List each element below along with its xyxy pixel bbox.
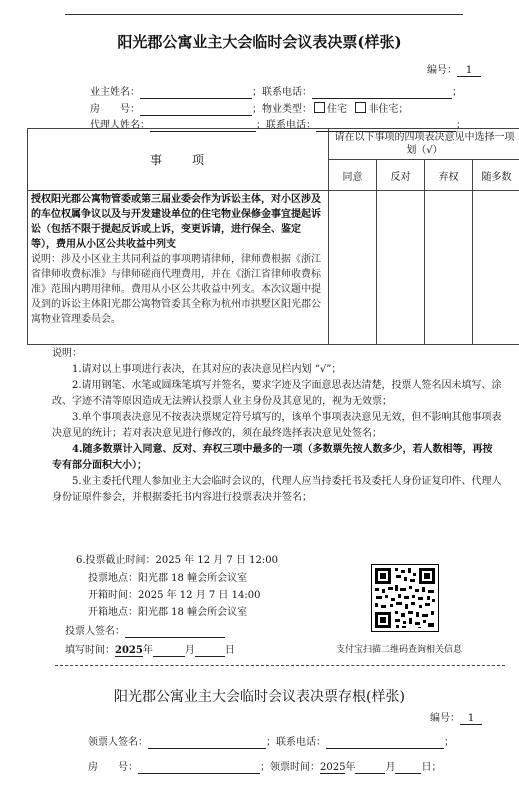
month-unit: 月 bbox=[184, 645, 195, 656]
abstain-cell[interactable] bbox=[425, 191, 473, 345]
oppose-cell[interactable] bbox=[377, 191, 425, 345]
note-item-4: 4.随多数票计入同意、反对、弃权三项中最多的一项（多数票先按人数多少，若人数相等，再按专有部分面积大小）； bbox=[52, 444, 493, 471]
fill-year[interactable]: 2025 bbox=[115, 645, 143, 656]
fill-time-row bbox=[65, 641, 235, 657]
proxy-name-label: 代理人姓名： bbox=[90, 120, 150, 131]
stub-receiver-label: 领票人签名： bbox=[88, 737, 148, 748]
room-label: 房 号： bbox=[90, 104, 140, 115]
property-type-label: 物业类型： bbox=[262, 104, 312, 115]
note-item-2: 2.请用钢笔、水笔或圆珠笔填写并签名，要求字迹及字面意思表达清楚，投票人签名因未填写、涂改、字迹不清等原因造成无法辨认投票人业主身份及其意见的，视为无效票； bbox=[52, 380, 502, 407]
room-row: 房 号： ；物业类型： 住宅 非住宅； bbox=[90, 100, 408, 116]
year-unit: 年 bbox=[142, 645, 153, 656]
follow-majority-cell[interactable] bbox=[473, 191, 519, 345]
stub-year[interactable]: 2025 bbox=[320, 762, 346, 773]
owner-name-label: 业主姓名： bbox=[90, 87, 140, 98]
col-abstain: 弃权 bbox=[425, 160, 473, 191]
fill-time-label: 填写时间： bbox=[65, 645, 115, 656]
voter-sign-field[interactable] bbox=[125, 626, 225, 638]
fill-day-field[interactable] bbox=[195, 645, 225, 657]
notes-section bbox=[52, 346, 502, 506]
contact-field[interactable] bbox=[312, 87, 452, 99]
voter-sign-row bbox=[65, 622, 225, 638]
motion-cell bbox=[28, 191, 329, 345]
motion-text: 授权阳光郡公寓物管委或第三届业委会作为诉讼主体，对小区涉及的车位权属争议以及与开发建设单位的住宅物业保修金事宜提起诉讼（包括不限于提起反诉或上诉，变更诉请，进行保全、鉴定等），费用从小区公共收益中列支 bbox=[31, 194, 321, 250]
stub-room-field[interactable] bbox=[138, 762, 260, 774]
note-item-5: 5.业主委托代理人参加业主大会临时会议的，代理人应当持委托书及委托人身份证复印件、代理人身份证原件参会，并根据委托书内容进行投票表决并签名； bbox=[52, 476, 502, 503]
non-residential-label: 非住宅 bbox=[368, 104, 399, 115]
stub-receiver-field[interactable] bbox=[148, 737, 266, 749]
voter-sign-label: 投票人签名： bbox=[65, 626, 125, 637]
ballot-title: 阳光郡公寓业主大会临时会议表决票(样张) bbox=[117, 33, 402, 51]
cut-line bbox=[55, 665, 505, 666]
stub-day-unit: 日 bbox=[421, 762, 432, 773]
open-place: 开箱地点：阳光郡 18 幢会所会议室 bbox=[88, 607, 248, 618]
serial-label: 编号： bbox=[427, 65, 457, 76]
stub-day-field[interactable] bbox=[395, 762, 421, 774]
instruction-header: 请在以下事项的四项表决意见中选择一项划（√） bbox=[329, 129, 519, 160]
note-item-3: 3.单个事项表决意见不按表决票规定符号填写的，该单个事项表决意见无效，但不影响其他事项表决意见的统计；若对表决意见进行修改的，须在最终选择表决意见处签名； bbox=[52, 412, 502, 439]
stub-title: 阳光郡公寓业主大会临时会议表决票存根(样张) bbox=[114, 689, 405, 705]
non-residential-checkbox[interactable] bbox=[355, 102, 366, 113]
col-oppose: 反对 bbox=[377, 160, 425, 191]
owner-name-field[interactable] bbox=[140, 87, 252, 99]
stub-month-field[interactable] bbox=[355, 762, 385, 774]
residential-checkbox[interactable] bbox=[314, 102, 325, 113]
serial-value[interactable]: 1 bbox=[457, 65, 481, 77]
col-follow-majority: 随多数 bbox=[473, 160, 519, 191]
stub-serial-label: 编号： bbox=[430, 713, 460, 724]
open-time: 开箱时间：2025 年 12 月 7 日 14:00 bbox=[88, 590, 261, 601]
fill-month-field[interactable] bbox=[153, 645, 185, 657]
note-item-1: 1.请对以上事项进行表决，在其对应的表决意见栏内划 “√”； bbox=[72, 364, 342, 375]
notes-heading: 说明： bbox=[52, 348, 82, 359]
room-field[interactable] bbox=[140, 104, 252, 116]
serial-number bbox=[427, 61, 481, 77]
stub-receiver-row: 领票人签名： ；联系电话： ； bbox=[88, 737, 454, 748]
agree-cell[interactable] bbox=[329, 191, 377, 345]
residential-label: 住宅 bbox=[327, 104, 347, 115]
stub-month-unit: 月 bbox=[385, 762, 396, 773]
contact-label: 联系电话： bbox=[262, 87, 312, 98]
qr-caption: 支付宝扫描二维码查询相关信息 bbox=[336, 645, 463, 655]
vote-place: 投票地点：阳光郡 18 幢会所会议室 bbox=[88, 573, 248, 584]
stub-serial-value[interactable]: 1 bbox=[460, 713, 482, 725]
stub-receive-time-label: 领票时间： bbox=[270, 762, 320, 773]
stub-room-row: 房 号： ；领票时间：2025年 月 日； bbox=[88, 762, 442, 773]
owner-name-row: 业主姓名： ；联系电话： ； bbox=[90, 83, 462, 99]
col-agree: 同意 bbox=[329, 160, 377, 191]
vote-table bbox=[27, 128, 519, 345]
stub-serial bbox=[430, 709, 482, 725]
qr-code-icon bbox=[371, 564, 439, 632]
matter-header: 事 项 bbox=[28, 129, 329, 191]
proxy-contact-label: 联系电话： bbox=[266, 120, 316, 131]
motion-note: 说明：涉及小区业主共同利益的事项聘请律师，律师费根据《浙江省律师收费标准》与律师磋商代理费用，并在《浙江省律师收费标准》范围内聘用律师。费用从小区公共收益中列支。本次议题中提及到的诉讼主体阳光郡公寓物管委其全称为杭州市拱墅区阳光郡公寓物业管理委员会。 bbox=[31, 254, 321, 325]
stub-room-label: 房 号： bbox=[88, 762, 138, 773]
day-unit: 日 bbox=[224, 645, 235, 656]
proxy-row: 代理人姓名： ；联系电话： ； bbox=[90, 116, 466, 132]
vote-deadline: 6.投票截止时间：2025 年 12 月 7 日 12:00 bbox=[76, 555, 278, 566]
stub-contact-label: 联系电话： bbox=[276, 737, 326, 748]
stub-year-unit: 年 bbox=[345, 762, 356, 773]
top-rule bbox=[65, 14, 463, 15]
stub-contact-field[interactable] bbox=[326, 737, 444, 749]
